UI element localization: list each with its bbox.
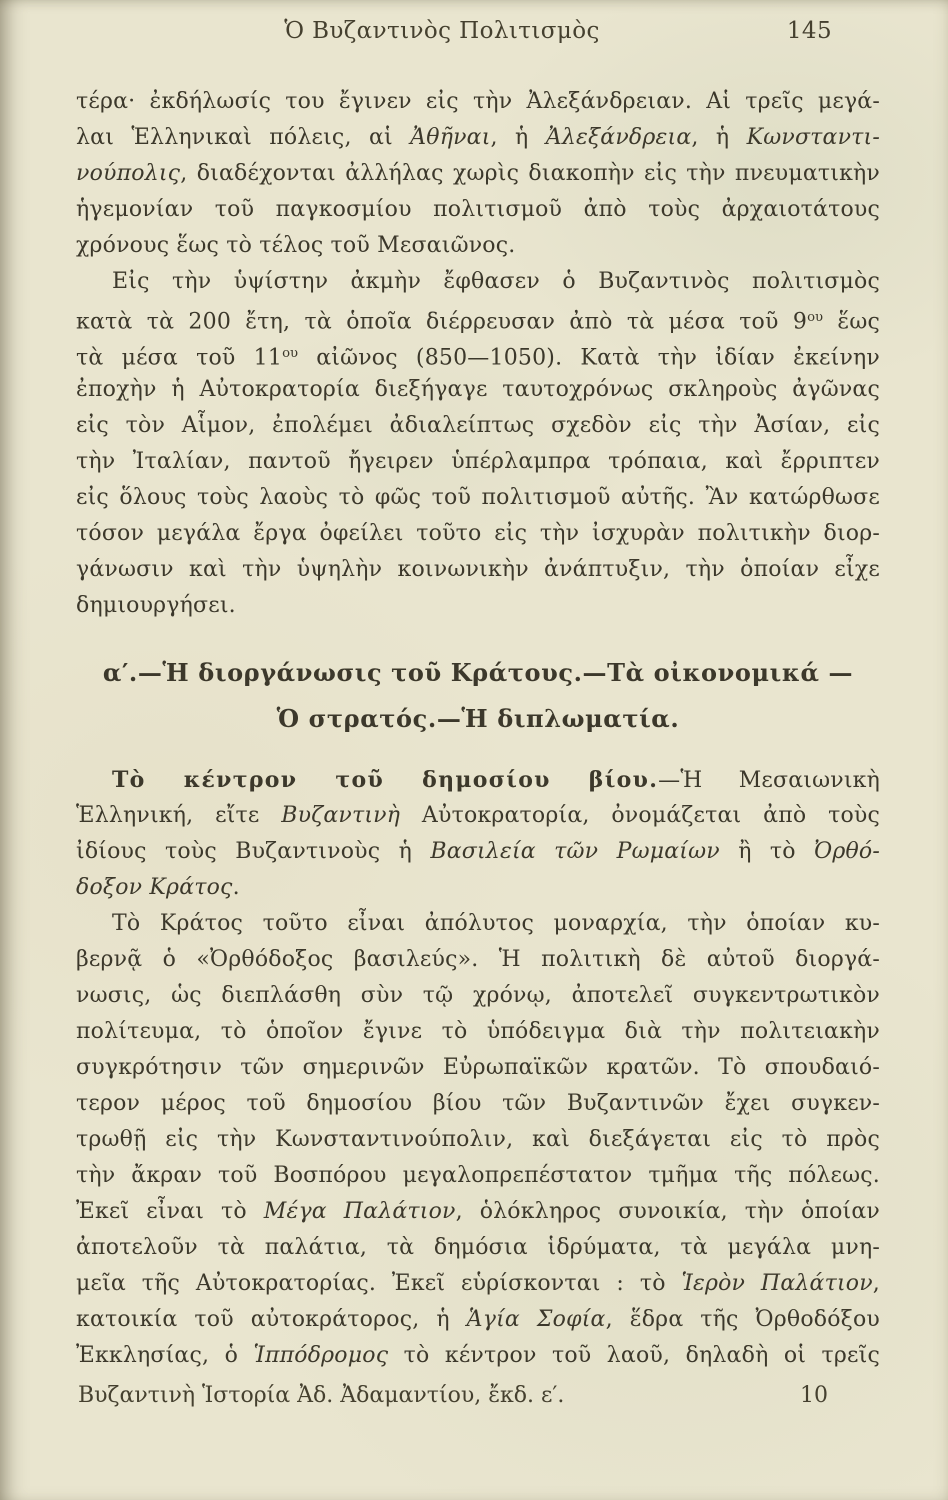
italic-term: Ὀρθό-	[814, 839, 880, 864]
text-segment: , ἕδρα τῆς Ὀρθοδόξου	[605, 1307, 880, 1332]
text-line	[76, 444, 880, 480]
section-heading	[76, 650, 880, 742]
text-segment: νωσις, ὡς διεπλάσθη σὺν τῷ χρόνῳ, ἀποτελεῖ συγκεντρωτικὸν	[76, 983, 880, 1008]
text-segment: δημιουργήσει.	[76, 593, 236, 618]
text-segment: τὴν ἄκραν τοῦ Βοσπόρου μεγαλοπρεπέστατον τμῆμα τῆς πόλεως.	[76, 1163, 880, 1188]
text-segment: τρωθῇ εἰς τὴν Κωνσταντινούπολιν, καὶ διεξάγεται εἰς τὸ πρὸς	[76, 1127, 880, 1152]
text-segment: ου	[282, 346, 299, 361]
page-body	[76, 84, 880, 1374]
text-line	[76, 156, 880, 192]
text-line	[76, 192, 880, 228]
text-segment: μεῖα τῆς Αὐτοκρατορίας. Ἐκεῖ εὑρίσκονται : τὸ	[76, 1271, 682, 1296]
text-segment: Αὐτοκρατορία, ὀνομάζεται ἀπὸ τοὺς	[400, 803, 880, 828]
italic-term: Ἁγία Σοφία	[466, 1307, 606, 1332]
text-segment: .	[232, 875, 240, 900]
text-segment: ἢ τὸ	[719, 839, 815, 864]
text-segment: , διαδέχονται ἀλλήλας χωρὶς διακοπὴν εἰς τὴν πνευματικὴν	[180, 161, 880, 186]
text-line	[76, 1086, 880, 1122]
italic-term: Κωνσταντι-	[746, 125, 880, 150]
text-line	[76, 264, 880, 300]
text-line	[76, 516, 880, 552]
text-segment: τὴν Ἰταλίαν, παντοῦ ἤγειρεν ὑπέρλαμπρα τρόπαια, καὶ ἔρριπτεν	[76, 449, 880, 474]
text-line	[76, 1158, 880, 1194]
text-segment: , ἡ	[490, 125, 546, 150]
text-segment: τερον μέρος τοῦ δημοσίου βίου τῶν Βυζαντινῶν ἔχει συγκεν-	[76, 1091, 880, 1116]
text-line	[76, 834, 880, 870]
text-line	[76, 870, 880, 906]
text-line	[76, 798, 880, 834]
text-segment: , ἡ	[691, 125, 747, 150]
text-segment: Τὸ Κράτος τοῦτο εἶναι ἀπόλυτος μοναρχία, τὴν ὁποίαν κυ-	[112, 911, 880, 936]
text-line	[76, 1230, 880, 1266]
text-segment: —Ἡ Μεσαιωνικὴ	[658, 768, 880, 793]
text-segment: εἰς ὅλους τοὺς λαοὺς τὸ φῶς τοῦ πολιτισμοῦ αὐτῆς. Ἂν κατώρθωσε	[76, 485, 880, 510]
italic-term: Ἱππόδρομος	[253, 1343, 389, 1368]
text-line	[76, 228, 880, 264]
text-line	[76, 120, 880, 156]
text-line	[76, 942, 880, 978]
italic-term: νούπολις	[76, 161, 181, 186]
text-segment: , ὁλόκληρος συνοικία, τὴν ὁποίαν	[455, 1199, 880, 1224]
running-header	[76, 18, 880, 52]
text-line	[76, 696, 880, 742]
text-line	[76, 978, 880, 1014]
text-segment: Ὁ στρατός.—Ἡ διπλωματία.	[276, 704, 680, 733]
text-line	[76, 1194, 880, 1230]
text-line	[76, 1014, 880, 1050]
text-segment: τόσον μεγάλα ἔργα ὀφείλει τοῦτο εἰς τὴν ἰσχυρὰν πολιτικὴν διορ-	[76, 521, 880, 546]
text-line	[76, 408, 880, 444]
text-segment: ἡγεμονίαν τοῦ παγκοσμίου πολιτισμοῦ ἀπὸ τοὺς ἀρχαιοτάτους	[76, 197, 880, 222]
text-segment: ἕως	[823, 309, 880, 335]
text-line	[76, 588, 880, 624]
text-line	[76, 336, 880, 372]
text-line	[76, 1302, 880, 1338]
text-segment: εἰς τὸν Αἷμον, ἐπολέμει ἀδιαλείπτως σχεδὸν εἰς τὴν Ἀσίαν, εἰς	[76, 413, 880, 438]
text-segment: Ἑλληνική, εἴτε	[76, 803, 282, 828]
text-segment: ἰδίους τοὺς Βυζαντινοὺς ἡ	[76, 839, 431, 864]
text-segment: Ἐκκλησίας, ὁ	[76, 1343, 254, 1368]
italic-term: Ἀθῆναι	[410, 125, 491, 150]
page-number: 145	[786, 18, 832, 44]
text-line	[76, 650, 880, 696]
text-segment: ου	[807, 310, 824, 325]
paragraph	[76, 906, 880, 1374]
text-segment: γάνωσιν καὶ τὴν ὑψηλὴν κοινωνικὴν ἀνάπτυξιν, τὴν ὁποίαν εἶχε	[76, 557, 880, 582]
text-line	[76, 552, 880, 588]
text-line	[76, 1338, 880, 1374]
page-footer	[76, 1383, 880, 1417]
italic-term: Βυζαντινὴ	[281, 803, 401, 828]
text-segment: ἀποτελοῦν τὰ παλάτια, τὰ δημόσια ἱδρύματα, τὰ μεγάλα μνη-	[76, 1235, 880, 1260]
italic-term: δοξον Κράτος	[76, 875, 233, 900]
text-segment: Ἐκεῖ εἶναι τὸ	[76, 1199, 264, 1224]
text-segment: βερνᾷ ὁ «Ὀρθόδοξος βασιλεύς». Ἡ πολιτικὴ δὲ αὐτοῦ διοργά-	[76, 947, 880, 972]
paragraph	[76, 264, 880, 624]
text-segment: κατὰ τὰ 200 ἔτη, τὰ ὁποῖα διέρρευσαν ἀπὸ τὰ μέσα τοῦ 9	[76, 309, 808, 335]
text-line	[76, 300, 880, 336]
text-line	[76, 906, 880, 942]
text-line	[76, 372, 880, 408]
text-segment: τὰ μέσα τοῦ 11	[76, 345, 283, 371]
text-segment: λαι Ἑλληνικαὶ πόλεις, αἱ	[76, 125, 411, 150]
text-segment: ἐποχὴν ἡ Αὐτοκρατορία διεξήγαγε ταυτοχρόνως σκληροὺς ἀγῶνας	[76, 377, 880, 402]
text-line	[76, 84, 880, 120]
text-segment: τὸ κέντρον τοῦ λαοῦ, δηλαδὴ οἱ τρεῖς	[388, 1343, 880, 1368]
italic-term: Ἀλεξάνδρεια	[545, 125, 692, 150]
text-line	[76, 480, 880, 516]
paragraph	[76, 84, 880, 264]
text-line	[76, 762, 880, 798]
footer-signature-number: 10	[800, 1383, 828, 1408]
text-segment: τέρα· ἐκδήλωσίς του ἔγινεν εἰς τὴν Ἀλεξάνδρειαν. Αἱ τρεῖς μεγά-	[76, 89, 880, 114]
text-segment: χρόνους ἕως τὸ τέλος τοῦ Μεσαιῶνος.	[76, 233, 516, 258]
text-line	[76, 1266, 880, 1302]
text-segment: κατοικία τοῦ αὐτοκράτορος, ἡ	[76, 1307, 467, 1332]
italic-term: Ἱερὸν Παλάτιον	[681, 1271, 873, 1296]
text-segment: συγκρότησιν τῶν σημερινῶν Εὐρωπαϊκῶν κρατῶν. Τὸ σπουδαιό-	[76, 1055, 880, 1080]
bold-run-in: Τὸ κέντρον τοῦ δημοσίου βίου.	[112, 767, 659, 793]
text-segment: α′.—Ἡ διοργάνωσις τοῦ Κράτους.—Τὰ οἰκονομικά —	[102, 658, 854, 687]
paragraph	[76, 762, 880, 906]
italic-term: Μέγα Παλάτιον	[263, 1199, 456, 1224]
footer-citation: Βυζαντινὴ Ἱστορία Ἀδ. Ἀδαμαντίου, ἔκδ. ε′.	[78, 1383, 565, 1408]
text-segment: ,	[872, 1271, 880, 1296]
text-segment: πολίτευμα, τὸ ὁποῖον ἔγινε τὸ ὑπόδειγμα διὰ τὴν πολιτειακὴν	[76, 1019, 880, 1044]
text-line	[76, 1050, 880, 1086]
italic-term: Βασιλεία τῶν Ρωμαίων	[430, 839, 720, 864]
text-segment: Εἰς τὴν ὑψίστην ἀκμὴν ἔφθασεν ὁ Βυζαντινὸς πολιτισμὸς	[112, 269, 880, 294]
running-title: Ὁ Βυζαντινὸς Πολιτισμὸς	[284, 18, 600, 44]
text-segment: αἰῶνος (850—1050). Κατὰ τὴν ἰδίαν ἐκείνην	[298, 345, 880, 371]
text-line	[76, 1122, 880, 1158]
